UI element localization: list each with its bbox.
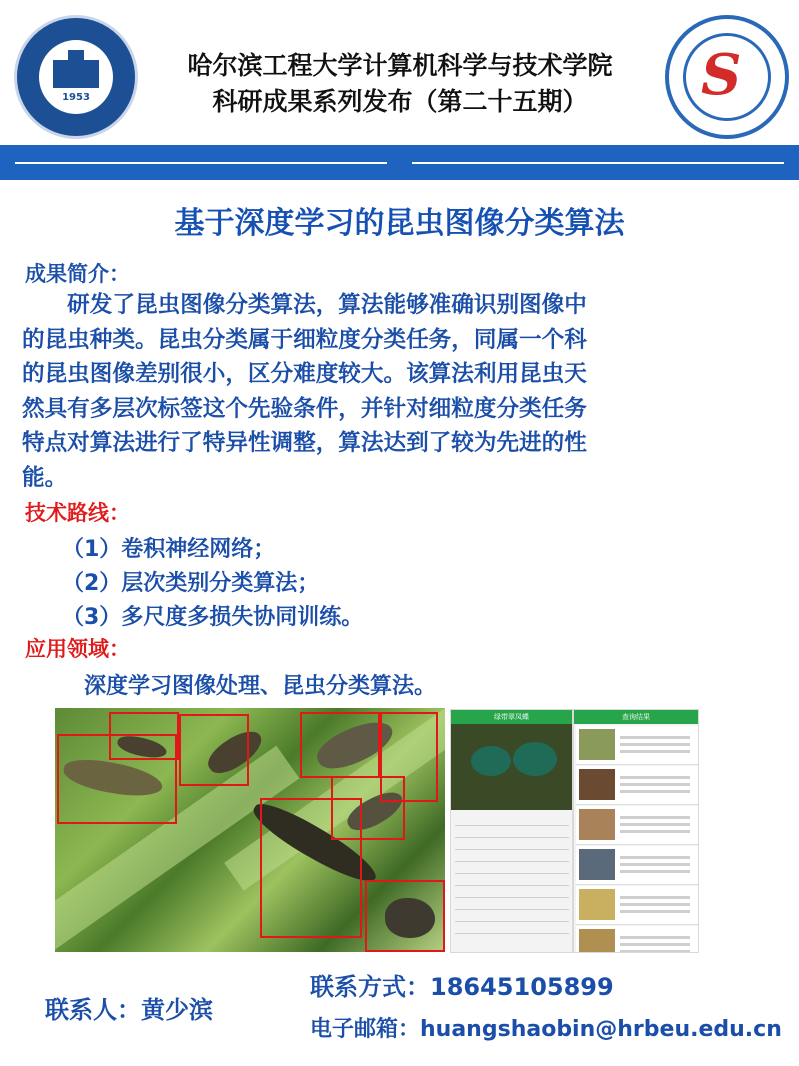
intro-line: 能。 [22,464,68,491]
phone-title: 查询结果 [574,710,698,724]
contact-person [45,990,213,1025]
intro-heading: 成果简介： [25,262,130,286]
logo-year: 1953 [62,92,90,103]
header-line-2: 科研成果系列发布（第二十五期） [212,87,588,116]
detection-box [300,712,380,778]
tech-item: （3）多尺度多损失协同训练。 [62,605,364,630]
university-logo [14,15,138,139]
app-heading: 应用领域： [25,637,130,661]
butterfly-wing [513,742,557,776]
page-title: 基于深度学习的昆虫图像分类算法 [174,206,625,241]
detection-box [57,734,177,824]
intro-line: 研发了昆虫图像分类算法，算法能够准确识别图像中 [22,292,587,318]
butterfly-wing [471,746,511,776]
contact-phone-label: 联系方式： [310,973,430,1001]
contact-phone-number: 18645105899 [430,973,614,1001]
result-item [576,766,698,805]
college-logo [665,15,789,139]
app-screenshot-results [573,709,699,953]
result-item [576,926,698,953]
tech-item: （1）卷积神经网络； [62,537,276,562]
butterfly-photo [451,724,573,810]
contact-phone [310,967,614,1002]
detection-box [380,712,438,802]
tech-heading: 技术路线： [25,501,130,525]
header-divider-bar [0,145,799,180]
app-text: 深度学习图像处理、昆虫分类算法。 [84,674,437,699]
divider-line-left [15,162,387,164]
result-item [576,846,698,885]
contact-email [310,1012,782,1043]
college-logo-mark: S [701,42,742,108]
university-logo-inner [39,40,113,114]
result-item [576,886,698,925]
detail-rows [455,814,569,945]
building-icon [53,60,99,88]
intro-line: 的昆虫图像差别很小，区分难度较大。该算法利用昆虫天 [22,361,587,387]
divider-line-right [412,162,784,164]
detection-box [179,714,249,786]
result-item [576,806,698,845]
intro-paragraph [22,288,782,495]
insect-detection-photo [55,708,445,952]
contact-email-label: 电子邮箱： [310,1017,421,1042]
header-line-1: 哈尔滨工程大学计算机科学与技术学院 [187,51,613,80]
app-screenshot-detail [450,709,573,953]
contact-email-address[interactable]: huangshaobin@hrbeu.edu.cn [420,1017,782,1042]
contact-person-name: 黄少滨 [141,996,213,1024]
tech-item: （2）层次类别分类算法； [62,571,320,596]
intro-line: 然具有多层次标签这个先验条件，并针对细粒度分类任务 [22,395,587,422]
intro-line: 的昆虫种类。昆虫分类属于细粒度分类任务，同属一个科 [22,326,587,353]
detection-box [365,880,445,952]
intro-line: 特点对算法进行了特异性调整，算法达到了较为先进的性 [22,430,587,456]
contact-person-label: 联系人： [45,996,141,1024]
phone-title: 绿带翠凤蝶 [451,710,572,724]
result-item [576,726,698,765]
